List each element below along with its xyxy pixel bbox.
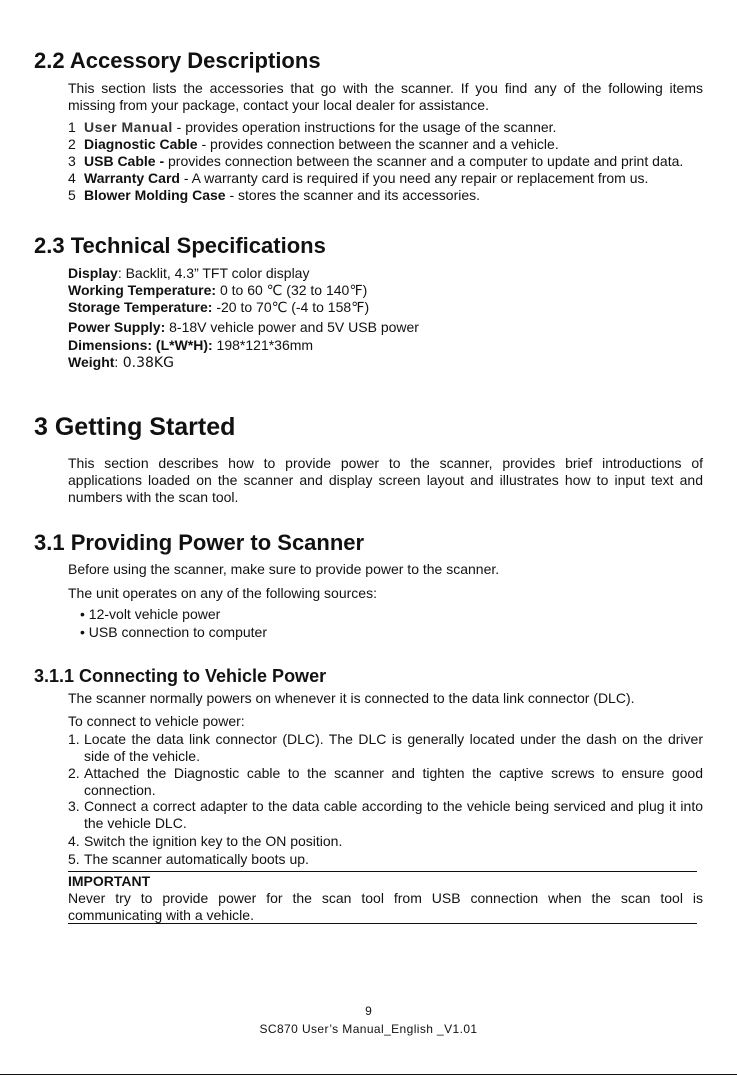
list-item	[80, 606, 220, 623]
item-number: 4	[68, 170, 76, 186]
accessory-item	[68, 153, 703, 170]
section-2-2-heading: 2.2 Accessory Descriptions	[34, 48, 321, 73]
list-item	[80, 624, 267, 641]
step-item	[68, 833, 703, 850]
spec-sep: :	[114, 354, 119, 370]
document-footer: SC870 User’s Manual_English _V1.01	[259, 1022, 478, 1036]
important-top-rule	[68, 871, 697, 872]
important-note: Never try to provide power for the scan tool from USB connection when the scan tool is communicating with a vehicle.	[68, 890, 703, 923]
section-3-heading: 3 Getting Started	[34, 413, 236, 441]
accessory-intro: This section lists the accessories that go with the scanner. If you find any of the following items missing from your package, contact your local dealer for assistance.	[68, 80, 703, 113]
important-bottom-rule	[68, 923, 697, 924]
power-intro-line: Before using the scanner, make sure to provide power to the scanner.	[68, 561, 500, 577]
spec-label: Dimensions: (L*W*H):	[68, 337, 213, 353]
step-text: Attached the Diagnostic cable to the scanner and tighten the captive screws to ensure good connection.	[84, 765, 703, 798]
spec-label: Display	[68, 265, 118, 281]
step-text: Locate the data link connector (DLC). The DLC is generally located under the dash on the driver side of the vehicle.	[84, 731, 703, 764]
bullet-dot-icon: •	[80, 606, 89, 622]
step-number: 5.	[68, 851, 80, 867]
page-number: 9	[365, 1004, 372, 1018]
spec-value: Backlit, 4.3” TFT color display	[121, 265, 310, 281]
spec-row	[68, 265, 309, 282]
spec-label: Storage Temperature	[68, 299, 208, 315]
spec-value: 0 to 60 ℃ (32 to 140℉)	[216, 282, 368, 298]
item-desc: - provides operation instructions for the usage of the scanner.	[172, 119, 557, 135]
spec-sep: :	[207, 299, 213, 315]
item-desc: - provides connection between the scanner and a vehicle.	[197, 136, 559, 152]
section-3-1-heading: 3.1 Providing Power to Scanner	[34, 530, 365, 555]
spec-row	[68, 354, 174, 372]
step-item	[68, 765, 703, 799]
vehicle-power-intro: The scanner normally powers on whenever it is connected to the data link connector (DLC).	[68, 690, 635, 706]
step-number: 1.	[68, 731, 80, 747]
step-text: Connect a correct adapter to the data cable according to the vehicle being serviced and plug it into the vehicle DLC.	[84, 798, 703, 831]
spec-sep: :	[211, 282, 217, 298]
item-number: 3	[68, 153, 76, 169]
power-sources-line: The unit operates on any of the following sources:	[68, 585, 377, 601]
item-name: Warranty Card	[84, 170, 180, 186]
bullet-text: 12-volt vehicle power	[88, 606, 221, 622]
spec-row	[68, 319, 419, 336]
spec-label: Power Supply	[68, 319, 161, 335]
item-number: 2	[68, 136, 76, 152]
step-item	[68, 731, 703, 765]
important-label: IMPORTANT	[68, 873, 151, 889]
accessory-item	[68, 187, 703, 204]
item-name: User Manual	[84, 119, 173, 135]
step-item	[68, 798, 703, 832]
step-number: 2.	[68, 765, 80, 781]
item-desc: - A warranty card is required if you need any repair or replacement from us.	[179, 170, 649, 186]
spec-value: -20 to 70℃ (-4 to 158℉)	[212, 299, 370, 315]
accessory-item	[68, 119, 703, 136]
spec-row	[68, 299, 369, 316]
section-2-3-heading: 2.3 Technical Specifications	[34, 233, 326, 258]
accessory-item	[68, 170, 703, 187]
spec-label: Weight	[68, 354, 115, 370]
spec-label: Working Temperature	[68, 282, 212, 298]
section-3-1-1-heading: 3.1.1 Connecting to Vehicle Power	[34, 666, 327, 686]
step-number: 4.	[68, 833, 80, 849]
spec-sep: :	[160, 319, 166, 335]
page-bottom-rule	[0, 1074, 737, 1075]
accessory-item	[68, 136, 703, 153]
spec-sep: :	[117, 265, 122, 281]
spec-row	[68, 337, 313, 354]
bullet-text: USB connection to computer	[88, 624, 268, 640]
item-desc: provides connection between the scanner and a computer to update and print data.	[164, 153, 684, 169]
item-name: Blower Molding Case	[84, 187, 226, 203]
step-number: 3.	[68, 798, 80, 814]
bullet-dot-icon: •	[80, 624, 89, 640]
spec-value: 0.38KG	[118, 355, 174, 371]
spec-value: 8-18V vehicle power and 5V USB power	[165, 319, 419, 335]
spec-value: 198*121*36mm	[212, 337, 314, 353]
vehicle-power-steps-intro: To connect to vehicle power:	[68, 713, 245, 729]
getting-started-intro: This section describes how to provide power to the scanner, provides brief introductions of applications loaded on the scanner and display screen layout and illustrates how to input text and numbers with the scan tool.	[68, 455, 703, 505]
item-name: Diagnostic Cable	[84, 136, 198, 152]
spec-row	[68, 282, 367, 299]
step-item	[68, 851, 703, 868]
item-number: 5	[68, 187, 76, 203]
step-text: Switch the ignition key to the ON position.	[84, 833, 343, 849]
item-name: USB Cable -	[84, 153, 165, 169]
item-desc: - stores the scanner and its accessories.	[225, 187, 481, 203]
step-text: The scanner automatically boots up.	[84, 851, 309, 867]
item-number: 1	[68, 119, 76, 135]
